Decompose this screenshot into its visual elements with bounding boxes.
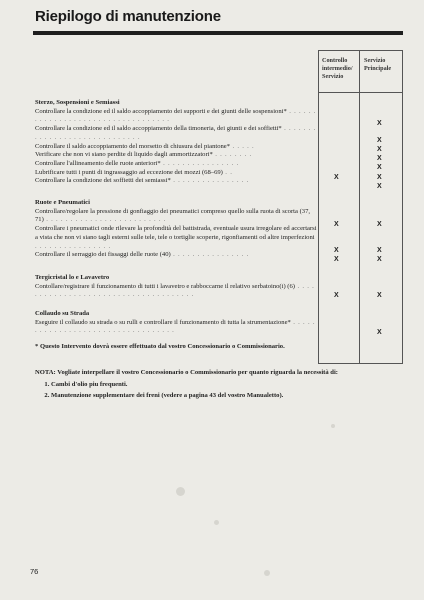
mark-tyre-condition-intermediate: X [334, 247, 339, 254]
list-item: Controllare il saldo accoppiamento del morsetto di chiusura del piantone* . . . . . [35, 142, 255, 150]
list-item: Verificare che non vi siano perdite di liquido dagli ammortizzatori* . . . . . . . . [35, 151, 252, 159]
grid-line-mid [359, 50, 360, 364]
footnote: * Questo Intervento dovrà essere effettuato dal vostro Concessionario o Commissionario. [35, 343, 285, 350]
mark-tyre-pressure-principal: X [377, 221, 382, 228]
grid-line-bottom [318, 363, 403, 364]
section-title: Ruote e Pneumatici [35, 199, 90, 206]
section-title: Tergicristal lo e Lavavetro [35, 274, 110, 281]
mark-wheel-fixings-intermediate: X [334, 256, 339, 263]
list-item: Eseguire il collaudo su strada o su rulli e controllare il funzionamento di tutta la strumentazione* . . . . . . . . . . . . . . . . . . . . . . . . . . . . . . . . . . [35, 318, 316, 335]
nota-item: 2. Manutenzione supplementare dei freni (vedere a pagina 43 del vostro Manualetto). [51, 392, 345, 401]
section-steering [35, 99, 318, 186]
page-title: Riepilogo di manutenzione [35, 8, 221, 25]
page-number: 76 [30, 567, 39, 576]
mark-lubrication-principal: X [377, 174, 382, 181]
mark-tyre-condition-principal: X [377, 247, 382, 254]
column-header-principal: Servizio Principale [364, 57, 392, 72]
grid-line-top [318, 50, 403, 51]
title-rule [33, 31, 403, 35]
mark-suspension-principal: X [377, 120, 382, 127]
list-item: Controllare/regolare la pressione di gonfiaggio dei pneumatici compreso quello sulla ruota di scorta (37, 71) . . . . . . . . . . . . . . . . . . . . . . . . . [35, 207, 311, 224]
mark-tyre-pressure-intermediate: X [334, 221, 339, 228]
mark-column-clamp-principal: X [377, 146, 382, 153]
section-title: Collaudo su Strada [35, 310, 90, 317]
list-item: Controllare l'allineamento delle ruote anteriori* . . . . . . . . . . . . . . . . [35, 159, 240, 167]
section-wipers [35, 274, 318, 300]
section-road-test [35, 310, 318, 336]
nota-block [35, 369, 345, 404]
list-item: Controllare il serraggio dei fissaggi delle ruote (40) . . . . . . . . . . . . . . . . [35, 251, 250, 259]
grid-line-right [402, 50, 403, 364]
column-header-intermediate: Controllo intermedio/ Servizio [322, 57, 353, 80]
mark-steering-lubrication-intermediate: X [334, 174, 339, 181]
mark-gaiters-principal: X [377, 183, 382, 190]
list-item: Controllare i pneumatici onde rilevare la profondità del battistrada, eventuale usura irregolare ed accertarsi a vista che non vi siano tagli esterni sulle tele, tele o tortiglie scoperte, rigonfiamenti od altre imperfezioni . . . . . . . . . . . . . . . . [35, 225, 317, 250]
list-item: Controllare la condizione ed il saldo accoppiamento della timoneria, dei giunti e dei soffietti* . . . . . . . . . . . . . . . . . . . . . . . . . . . . . [35, 125, 316, 141]
mark-dampers-principal: X [377, 155, 382, 162]
list-item: Controllare la condizione dei soffietti dei semiassi* . . . . . . . . . . . . . . . . [35, 177, 250, 185]
mark-linkage-principal: X [377, 137, 382, 144]
scan-speck [331, 424, 335, 428]
list-item: Controllare la condizione ed il saldo accoppiamento dei supporti e dei giunti delle sospensioni* . . . . . . . . . . . . . . . . . . . . . . . . . . . . . . . . . . [35, 107, 317, 124]
nota-intro: NOTA: Vogliate interpellare il vostro Concessionario o Commissionario per quanto riguarda la necessità di: [35, 369, 339, 376]
mark-wheel-fixings-principal: X [377, 256, 382, 263]
nota-list [35, 381, 345, 401]
mark-wipers-intermediate: X [334, 292, 339, 299]
list-item: Contollare/registrare il funzionamento di tutti i lavavetro e rabboccarne il relativo serbatoino(i) (6) . . . . . . . . . . . . . . . . . . . . . . . . . . . . . . . . . . . . . [35, 282, 315, 299]
mark-road-test-principal: X [377, 329, 382, 336]
scan-speck [264, 570, 270, 576]
mark-alignment-principal: X [377, 164, 382, 171]
scan-speck [214, 520, 219, 525]
nota-item: 1. Cambi d'olio piu frequenti. [51, 381, 345, 390]
grid-line-left [318, 50, 319, 364]
grid-line-header [318, 92, 403, 93]
list-item: Lubrificare tutti i punti di ingrassaggio ad eccezione dei mozzi (68–69) . . [35, 168, 233, 176]
mark-wipers-principal: X [377, 292, 382, 299]
section-wheels [35, 199, 318, 260]
section-title: Sterzo, Sospensioni e Semiassi [35, 99, 120, 106]
scan-speck [176, 487, 185, 496]
